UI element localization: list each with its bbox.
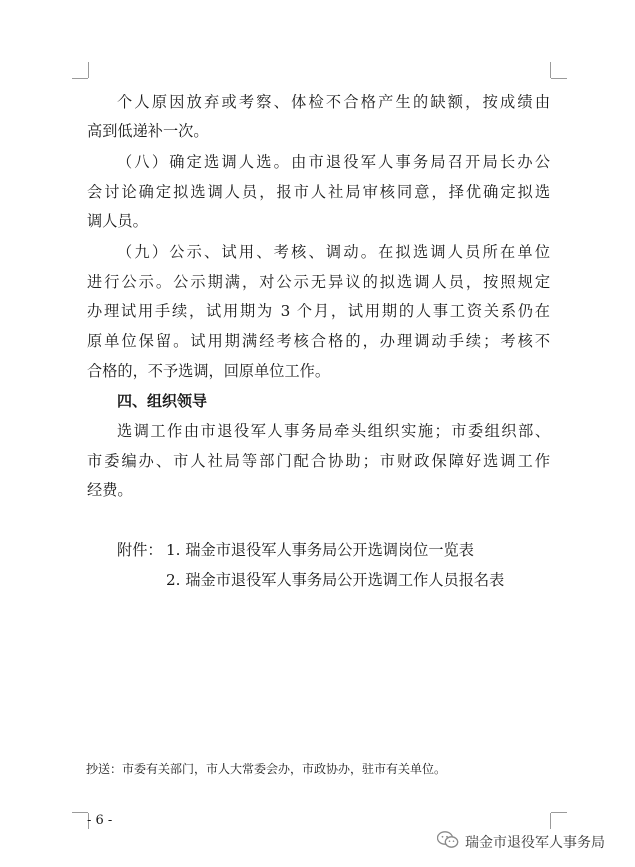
paragraph-4-line-1: 选调工作由市退役军人事务局牵头组织实施；市委组织部、 — [117, 422, 550, 440]
page-number: - 6 - — [87, 813, 113, 828]
paragraph-2-line-1: （八）确定选调人选。由市退役军人事务局召开局长办公 — [117, 153, 550, 171]
watermark — [437, 831, 605, 853]
crop-mark — [88, 62, 89, 78]
section-heading: 四、组织领导 — [117, 392, 208, 410]
cc-line: 抄送：市委有关部门，市人大常委会办，市政协办，驻市有关单位。 — [86, 762, 447, 776]
crop-mark — [551, 812, 567, 813]
attachments-label: 附件： — [117, 541, 163, 559]
paragraph-3-line-1: （九）公示、试用、考核、调动。在拟选调人员所在单位 — [117, 243, 550, 261]
paragraph-4-line-3: 经费。 — [87, 481, 133, 499]
paragraph-3-line-3: 办理试用手续，试用期为 3 个月，试用期的人事工资关系仍在 — [87, 302, 550, 320]
paragraph-3-line-2: 进行公示。公示期满，对公示无异议的拟选调人员，按照规定 — [87, 273, 550, 291]
attachment-item-2: 2. 瑞金市退役军人事务局公开选调工作人员报名表 — [166, 571, 505, 589]
watermark-text: 瑞金市退役军人事务局 — [465, 835, 605, 851]
paragraph-1-line-1: 个人原因放弃或考察、体检不合格产生的缺额，按成绩由 — [117, 93, 550, 111]
crop-mark — [550, 62, 551, 78]
crop-mark — [551, 78, 567, 79]
paragraph-2-line-2: 会讨论确定拟选调人员，报市人社局审核同意，择优确定拟选 — [87, 183, 550, 201]
wechat-icon — [437, 831, 459, 853]
paragraph-3-line-5: 合格的，不予选调，回原单位工作。 — [87, 362, 330, 380]
attachment-item-1: 1. 瑞金市退役军人事务局公开选调岗位一览表 — [166, 541, 474, 559]
paragraph-2-line-3: 调人员。 — [87, 212, 148, 230]
paragraph-4-line-2: 市委编办、市人社局等部门配合协助；市财政保障好选调工作 — [87, 452, 550, 470]
paragraph-1-line-2: 高到低递补一次。 — [87, 122, 209, 140]
paragraph-3-line-4: 原单位保留。试用期满经考核合格的，办理调动手续；考核不 — [87, 332, 550, 350]
crop-mark — [72, 812, 88, 813]
crop-mark — [550, 813, 551, 829]
crop-mark — [72, 78, 88, 79]
